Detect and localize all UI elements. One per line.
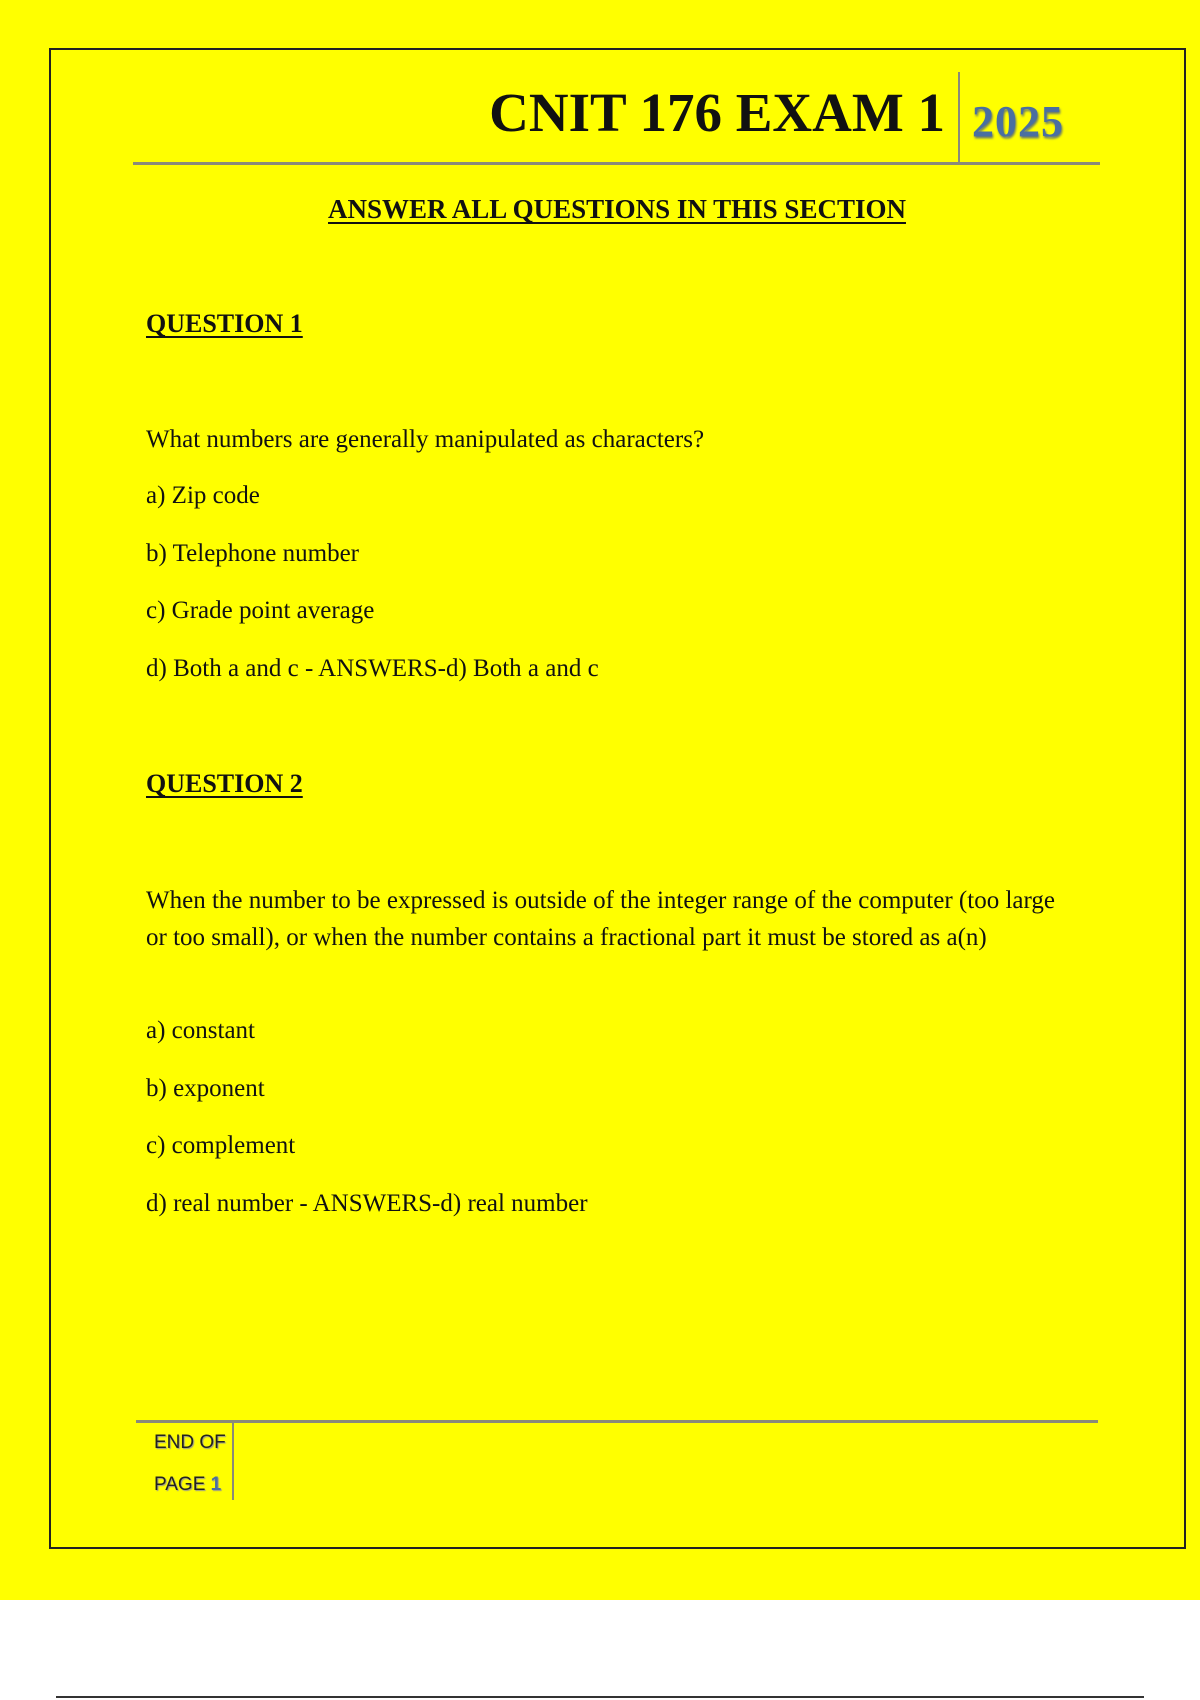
footer-page-line xyxy=(154,1464,234,1506)
footer-page-label: PAGE xyxy=(154,1474,206,1495)
header-rule xyxy=(133,162,1100,165)
page-footer xyxy=(154,1422,234,1506)
bottom-rule xyxy=(56,1696,1144,1698)
question-1-heading: QUESTION 1 xyxy=(146,309,303,338)
section-title: ANSWER ALL QUESTIONS IN THIS SECTION xyxy=(328,194,906,224)
footer-page-number: 1 xyxy=(210,1474,222,1495)
question-2-option-a: a) constant xyxy=(146,1017,255,1044)
question-2-option-c: c) complement xyxy=(146,1132,296,1159)
footer-rule xyxy=(136,1420,1098,1423)
question-1-option-c: c) Grade point average xyxy=(146,597,375,624)
question-1-option-a: a) Zip code xyxy=(146,482,260,509)
question-2-text: When the number to be expressed is outside of the integer range of the computer (too large or too small), or when the number contains a fractional part it must be stored as a(n) xyxy=(146,887,1055,951)
header-divider xyxy=(958,72,960,162)
question-1-option-d: d) Both a and c - ANSWERS-d) Both a and c xyxy=(146,655,599,682)
exam-title: CNIT 176 EXAM 1 xyxy=(489,82,945,143)
footer-end-of: END OF xyxy=(154,1432,226,1453)
question-1-option-b: b) Telephone number xyxy=(146,540,360,567)
question-2-heading: QUESTION 2 xyxy=(146,769,303,798)
question-2-option-d: d) real number - ANSWERS-d) real number xyxy=(146,1190,588,1217)
exam-year: 2025 xyxy=(972,97,1064,146)
question-1-text: What numbers are generally manipulated as characters? xyxy=(146,426,705,453)
question-2-option-b: b) exponent xyxy=(146,1075,265,1102)
